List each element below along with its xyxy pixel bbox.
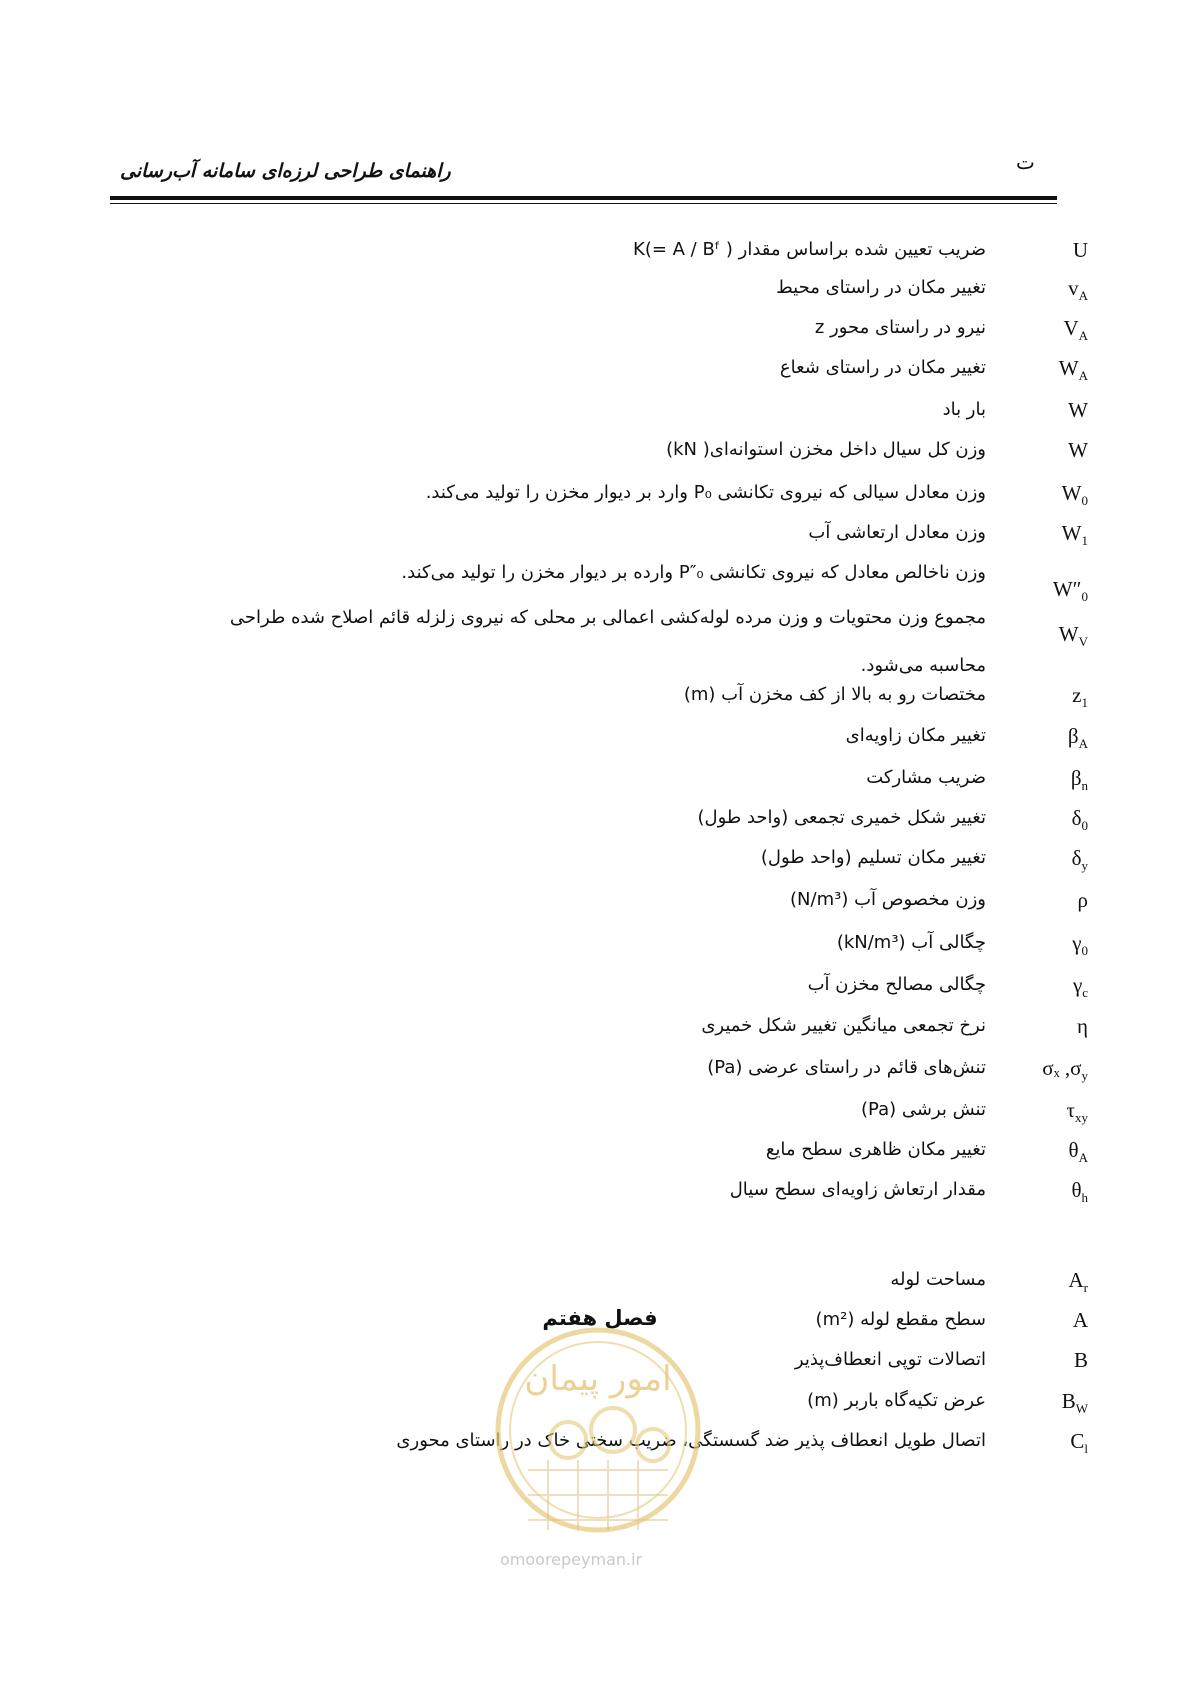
symbol <box>968 973 1088 1001</box>
symbol <box>968 276 1088 304</box>
symbol-base: η <box>1077 1014 1088 1038</box>
symbol-base: β <box>1067 724 1079 748</box>
symbol-base: W <box>1068 398 1088 422</box>
symbol-definition: چگالی آب (kN/m³) <box>836 932 986 953</box>
symbol-definition: اتصال طویل انعطاف پذیر ضد گسستگی، ضریب سختی خاک در راستای محوری <box>396 1430 986 1451</box>
symbol-subscript: r <box>1083 1280 1088 1296</box>
symbol-subscript: W <box>1075 1401 1088 1417</box>
symbol <box>968 724 1088 752</box>
symbol-base: W <box>1058 622 1079 646</box>
symbol <box>968 1268 1088 1296</box>
symbol-base: W <box>1061 521 1082 545</box>
symbol-definition: اتصالات توپی انعطاف‌پذیر <box>794 1349 986 1370</box>
symbol <box>968 806 1088 834</box>
symbol-subscript: h <box>1081 1190 1088 1206</box>
symbol-subscript: A <box>1078 368 1088 384</box>
symbol <box>968 1014 1088 1042</box>
symbol-definition: تغییر مکان زاویه‌ای <box>845 725 986 746</box>
symbol-base: v <box>1068 276 1079 300</box>
symbol-subscript: 1 <box>1081 533 1088 549</box>
symbol-definition: مجموع وزن محتویات و وزن مرده لوله‌کشی اعمالی بر محلی که نیروی زلزله قائم اصلاح شده طراحی محاسبه می‌شود. <box>229 607 986 676</box>
symbol-definition: مختصات رو به بالا از کف مخزن آب (m) <box>683 684 986 705</box>
symbol-subscript: 0 <box>1081 818 1088 834</box>
symbol-definition: مقدار ارتعاش زاویه‌ای سطح سیال <box>729 1179 986 1200</box>
symbol-base: C <box>1070 1429 1085 1453</box>
symbol-definition: چگالی مصالح مخزن آب <box>807 974 986 995</box>
symbol-base: β <box>1070 766 1082 790</box>
symbol-subscript: A <box>1078 328 1088 344</box>
symbol-subscript: y <box>1081 858 1088 874</box>
symbol-base: θ <box>1071 1178 1082 1202</box>
symbol-base: W <box>1061 481 1082 505</box>
symbol-base: ρ <box>1077 888 1088 912</box>
symbol-subscript: 0 <box>1081 589 1088 605</box>
symbol <box>968 438 1088 466</box>
symbol <box>968 577 1088 605</box>
chapter-heading: فصل هفتم <box>542 1306 658 1330</box>
symbol-subscript: n <box>1081 778 1088 794</box>
symbol-definition: تغییر مکان در راستای محیط <box>776 277 986 298</box>
symbol <box>968 766 1088 794</box>
symbol-base: V <box>1063 316 1079 340</box>
symbol-base: B <box>1073 1348 1088 1372</box>
symbol-definition: تغییر شکل خمیری تجمعی (واحد طول) <box>697 807 986 828</box>
page-number: ت <box>1016 150 1035 174</box>
symbol-definition: نیرو در راستای محور z <box>814 317 986 338</box>
symbol-definition: ضریب تعیین شده براساس مقدار ( K(= A / Bᶠ <box>633 239 986 260</box>
symbol-base: τ <box>1066 1098 1075 1122</box>
symbol-definition: وزن معادل سیالی که نیروی تکانشی P₀ وارد بر دیوار مخزن را تولید می‌کند. <box>425 482 986 503</box>
symbol-subscript: 1 <box>1081 695 1088 711</box>
symbol <box>968 683 1088 711</box>
symbol-definition: تنش‌های قائم در راستای عرضی (Pa) <box>707 1057 986 1078</box>
symbol-definition: عرض تکیه‌گاه باربر (m) <box>807 1390 986 1411</box>
symbol <box>968 521 1088 549</box>
symbol <box>968 356 1088 384</box>
symbol-base: γ <box>1072 931 1082 955</box>
symbol-definition: مساحت لوله <box>890 1269 986 1290</box>
symbol-base: θ <box>1068 1138 1079 1162</box>
svg-text:امور پیمان: امور پیمان <box>524 1359 672 1399</box>
symbol-subscript: 0 <box>1081 493 1088 509</box>
symbol-subscript: y <box>1081 1068 1088 1084</box>
symbol-definition: وزن ناخالص معادل که نیروی تکانشی P″₀ وارده بر دیوار مخزن را تولید می‌کند. <box>401 562 986 583</box>
symbol <box>968 888 1088 916</box>
symbol <box>968 1308 1088 1336</box>
symbol <box>968 316 1088 344</box>
symbol <box>968 1389 1088 1417</box>
symbol <box>968 1178 1088 1206</box>
symbol-subscript: 0 <box>1081 943 1088 959</box>
symbol-definition: وزن کل سیال داخل مخزن استوانه‌ای( kN) <box>666 439 986 460</box>
symbol-base: A <box>1072 1308 1088 1332</box>
symbol-base: A <box>1068 1268 1084 1292</box>
symbol-definition: وزن مخصوص آب (N/m³) <box>790 889 986 910</box>
symbol-definition: تغییر مکان ظاهری سطح مایع <box>765 1139 986 1160</box>
symbol-base: U <box>1072 238 1088 262</box>
symbol-subscript: c <box>1082 985 1088 1001</box>
symbol <box>968 1348 1088 1376</box>
symbol-base: W″ <box>1052 577 1082 601</box>
symbol-base: γ <box>1072 973 1083 997</box>
symbol-base: σₓ ,σ <box>1042 1056 1082 1080</box>
symbol-definition: بار باد <box>942 399 986 420</box>
symbol-base: δ <box>1071 846 1082 870</box>
symbol-subscript: A <box>1078 736 1088 752</box>
symbol-subscript: A <box>1078 288 1088 304</box>
symbol <box>968 1429 1088 1457</box>
symbol-definition: تغییر مکان تسلیم (واحد طول) <box>760 847 986 868</box>
symbol-definition: وزن معادل ارتعاشی آب <box>808 522 986 543</box>
symbol-subscript: V <box>1078 634 1088 650</box>
running-header-title: راهنمای طراحی لرزه‌ای سامانه آب‌رسانی <box>120 160 451 182</box>
symbol-subscript: A <box>1078 1150 1088 1166</box>
symbol-base: W <box>1068 438 1088 462</box>
symbol <box>968 238 1088 266</box>
symbol-definition: تغییر مکان در راستای شعاع <box>779 357 986 378</box>
symbol-base: W <box>1058 356 1079 380</box>
symbol <box>968 398 1088 426</box>
symbol-subscript: xy <box>1075 1110 1088 1126</box>
symbol <box>968 1056 1088 1084</box>
symbol-subscript: l <box>1084 1441 1088 1457</box>
symbol-definition: نرخ تجمعی میانگین تغییر شکل خمیری <box>701 1015 986 1036</box>
symbol <box>968 622 1088 650</box>
symbol-definition: تنش برشی (Pa) <box>861 1099 986 1120</box>
symbol-definition: ضریب مشارکت <box>866 767 986 788</box>
symbol-base: δ <box>1071 806 1082 830</box>
symbol <box>968 481 1088 509</box>
symbol-base: B <box>1061 1389 1076 1413</box>
symbol <box>968 1098 1088 1126</box>
watermark-url: omoorepeyman.ir <box>500 1550 643 1569</box>
symbol-definition: سطح مقطع لوله (m²) <box>815 1309 986 1330</box>
symbol <box>968 931 1088 959</box>
symbol-base: z <box>1072 683 1082 707</box>
symbol <box>968 846 1088 874</box>
symbol <box>968 1138 1088 1166</box>
